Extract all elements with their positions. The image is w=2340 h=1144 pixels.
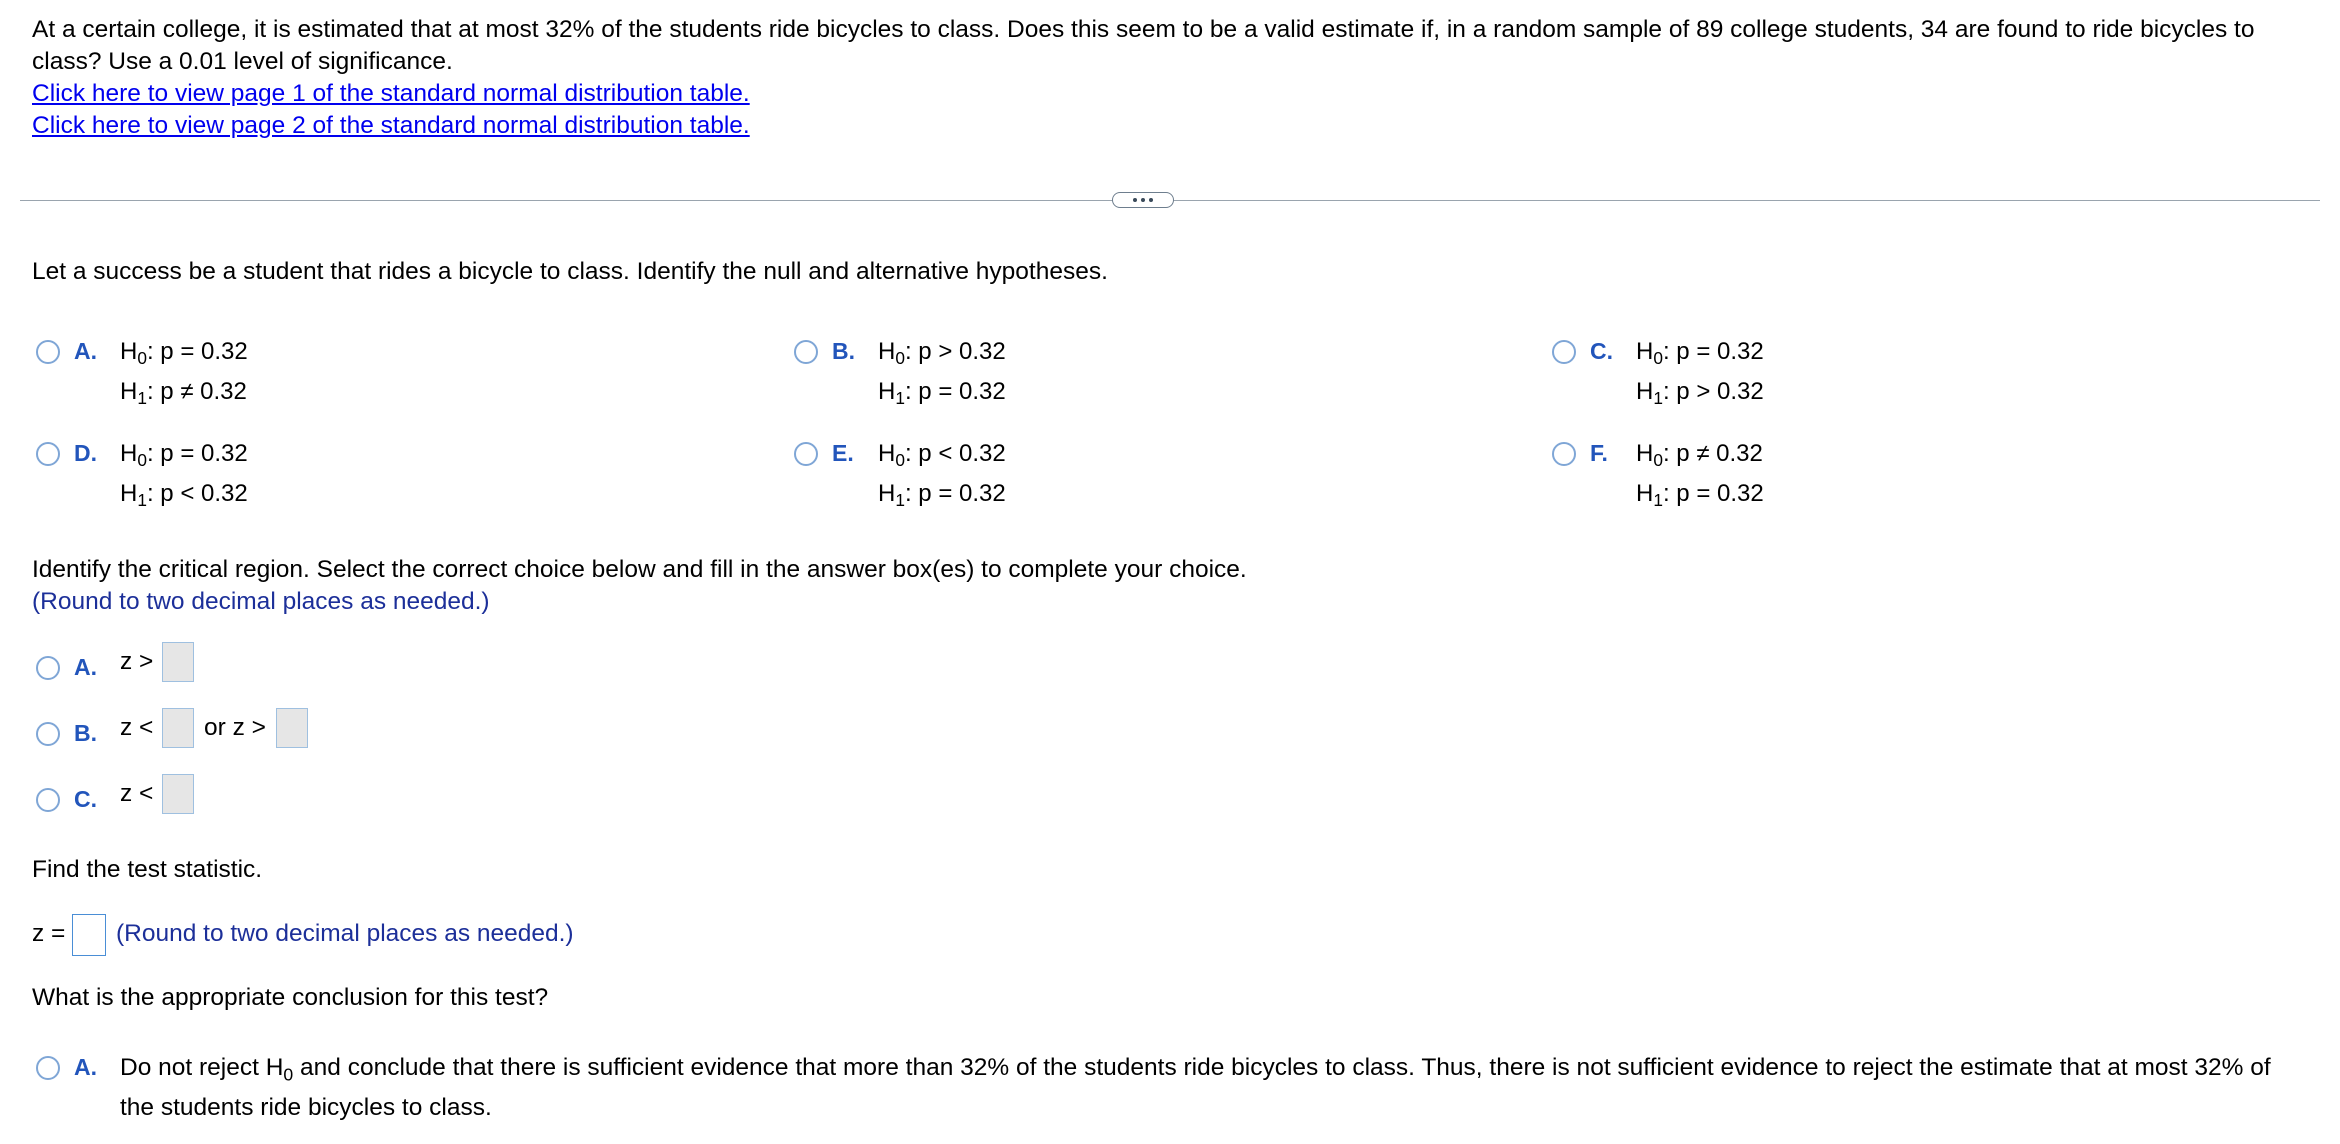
hypothesis-option-f: $H_0$: p ≠ 0.32 $H_1$: p = 0.32 [1636,440,1764,511]
conclusion-a-text-after: and conclude that there is sufficient evidence that more than 32% of the students ride bicycles to class. Thus, there is not sufficient evidence to reject the estimate that at most 32% of the students ride bicycles to class. [120,1054,2271,1121]
critical-option-a-input[interactable] [162,642,194,682]
test-statistic-instruction: Find the test statistic. [32,856,263,883]
hypothesis-option-c: $H_0$: p = 0.32 $H_1$: p > 0.32 [1636,338,1764,409]
problem-statement [32,14,2312,142]
hypothesis-option-a: $H_0$: p = 0.32 $H_1$: p ≠ 0.32 [120,338,248,409]
critical-option-a-letter: A. [74,654,97,680]
critical-option-c-radio[interactable] [36,788,60,812]
test-statistic-round-note: (Round to two decimal places as needed.) [116,920,574,947]
option-b-h1: p = 0.32 [918,378,1006,405]
critical-region-instruction: Identify the critical region. Select the correct choice below and fill in the answer box(es) to complete your choice. [32,556,1247,583]
conclusion-a-sub: 0 [283,1064,294,1085]
normal-table-page2-link[interactable]: Click here to view page 2 of the standard normal distribution table. [32,112,750,139]
critical-region-round-note: (Round to two decimal places as needed.) [32,588,490,615]
hypothesis-option-e: $H_0$: p < 0.32 $H_1$: p = 0.32 [878,440,1006,511]
conclusion-a-text-before: Do not reject H [120,1054,284,1081]
critical-option-c-input[interactable] [162,774,194,814]
option-f-h0: p ≠ 0.32 [1676,440,1763,467]
ellipsis-dot [1149,198,1153,202]
hypothesis-option-b-radio[interactable] [794,340,818,364]
conclusion-option-a-radio[interactable] [36,1056,60,1080]
hypothesis-option-e-radio[interactable] [794,442,818,466]
option-b-h0: p > 0.32 [918,338,1006,365]
problem-text: At a certain college, it is estimated that at most 32% of the students ride bicycles to class. Does this seem to be a valid estimate if, in a random sample of 89 college students, 34 are found to ride bicycles to class? Use a 0.01 level of significance. [32,16,2255,75]
conclusion-option-a-text [120,1048,2280,1128]
conclusion-option-a-letter: A. [74,1054,97,1080]
critical-option-a-radio[interactable] [36,656,60,680]
critical-option-b-input-lower[interactable] [162,708,194,748]
critical-option-b-prefix: z < [120,714,154,741]
option-c-h1: p > 0.32 [1676,378,1764,405]
option-c-h0: p = 0.32 [1676,338,1764,365]
hypothesis-option-c-letter: C. [1590,338,1613,364]
ellipsis-dot [1141,198,1145,202]
hypothesis-option-d-radio[interactable] [36,442,60,466]
z-label: z = [32,920,66,947]
option-d-h0: p = 0.32 [160,440,248,467]
option-a-h0: p = 0.32 [160,338,248,365]
hypothesis-option-f-radio[interactable] [1552,442,1576,466]
critical-option-b-letter: B. [74,720,97,746]
hypothesis-option-e-letter: E. [832,440,854,466]
hypothesis-option-d-letter: D. [74,440,97,466]
critical-option-c-letter: C. [74,786,97,812]
z-statistic-input[interactable] [72,914,106,956]
hypothesis-option-b-letter: B. [832,338,855,364]
hypothesis-option-c-radio[interactable] [1552,340,1576,364]
hypothesis-option-b: $H_0$: p > 0.32 $H_1$: p = 0.32 [878,338,1006,409]
normal-table-page1-link[interactable]: Click here to view page 1 of the standard normal distribution table. [32,80,750,107]
option-e-h0: p < 0.32 [918,440,1006,467]
option-d-h1: p < 0.32 [160,480,248,507]
option-a-h1: p ≠ 0.32 [160,378,247,405]
critical-option-c-prefix: z < [120,780,154,807]
hypothesis-option-f-letter: F. [1590,440,1608,466]
hypothesis-option-d: $H_0$: p = 0.32 $H_1$: p < 0.32 [120,440,248,511]
critical-option-b-input-upper[interactable] [276,708,308,748]
option-e-h1: p = 0.32 [918,480,1006,507]
hypotheses-instruction: Let a success be a student that rides a bicycle to class. Identify the null and alternative hypotheses. [32,258,1108,285]
critical-option-a-prefix: z > [120,648,154,675]
hypothesis-option-a-radio[interactable] [36,340,60,364]
ellipsis-icon [1133,198,1137,202]
hypothesis-option-a-letter: A. [74,338,97,364]
critical-option-b-middle: or z > [204,714,266,741]
expand-more-button[interactable] [1112,192,1174,208]
conclusion-instruction: What is the appropriate conclusion for this test? [32,984,549,1011]
critical-option-b-radio[interactable] [36,722,60,746]
option-f-h1: p = 0.32 [1676,480,1764,507]
